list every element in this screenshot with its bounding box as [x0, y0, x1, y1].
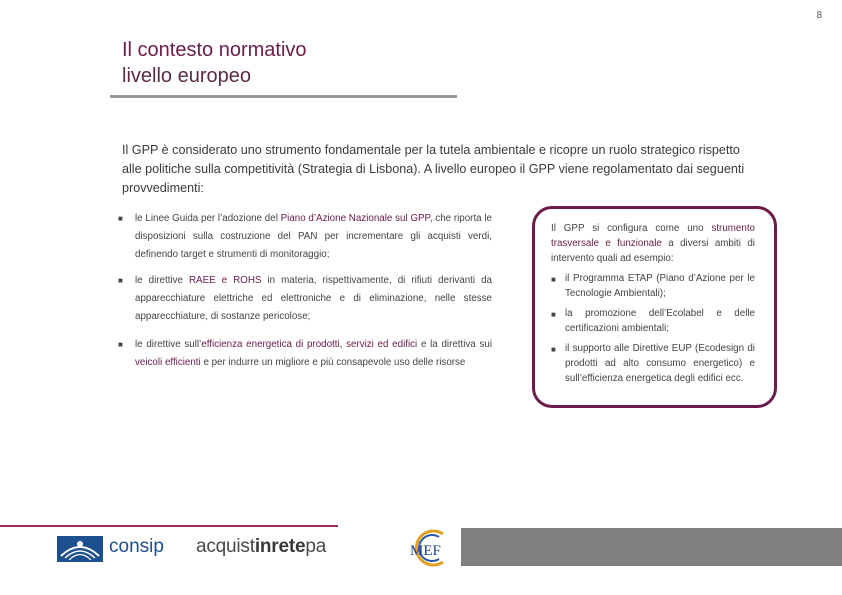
list-item: ■ la promozione dell’Ecolabel e delle certificazioni ambientali;	[551, 308, 755, 334]
page-number: 8	[816, 10, 822, 21]
mef-logo-icon	[403, 528, 453, 568]
square-bullet-icon: ■	[551, 345, 556, 354]
highlight-text: Piano d’Azione Nazionale sul GPP	[280, 213, 430, 224]
highlight-text: strumento trasversale e funzionale	[551, 223, 755, 249]
callout-intro: Il GPP si configura come uno strumento trasversale e funzionale a diversi ambiti di intervento quali ad esempio:	[551, 223, 755, 264]
callout-box	[532, 206, 777, 408]
list-item: ■ il supporto alle Direttive EUP (Ecodesign di prodotti ad alto consumo energetico) e sull’efficienza energetica degli edifici ecc.	[551, 343, 755, 384]
acquistinretepa-logo: acquistinretepa	[196, 536, 327, 557]
title-underline	[110, 95, 457, 98]
page-subtitle: livello europeo	[122, 65, 251, 87]
list-item: ■ le Linee Guida per l’adozione del Piano d’Azione Nazionale sul GPP, che riporta le disposizioni sulla costruzione del PAN per incrementare gli acquisti verdi, definendo target e strumenti di monitoraggio;	[118, 210, 492, 264]
highlight-text: efficienza energetica di prodotti, servizi ed edifici	[201, 339, 418, 350]
page-title: Il contesto normativo	[122, 39, 307, 61]
square-bullet-icon: ■	[551, 275, 556, 284]
highlight-text: RAEE e ROHS	[188, 275, 262, 286]
footer-gray-block	[461, 528, 842, 566]
highlight-text: veicoli efficienti	[135, 357, 201, 368]
consip-logo-icon	[57, 536, 103, 562]
consip-logo-text: consip	[109, 536, 164, 557]
footer-rule	[0, 525, 338, 527]
square-bullet-icon: ■	[551, 310, 556, 319]
provvedimenti-list	[118, 210, 492, 380]
square-bullet-icon: ■	[118, 276, 123, 285]
square-bullet-icon: ■	[118, 340, 123, 349]
square-bullet-icon: ■	[118, 214, 123, 223]
list-item: ■ il Programma ETAP (Piano d’Azione per le Tecnologie Ambientali);	[551, 273, 755, 299]
intro-paragraph: Il GPP è considerato uno strumento fondamentale per la tutela ambientale e ricopre un ruolo strategico rispetto alle politiche sulla competitività (Strategia di Lisbona). A livello europeo il GPP viene regolamentato dai seguenti provvedimenti:	[122, 143, 745, 195]
list-item: ■ le direttive RAEE e ROHS in materia, rispettivamente, di rifiuti derivanti da apparecchiature elettriche ed elettroniche e di eliminazione, nelle stesse apparecchiature, di sostanze pericolose;	[118, 272, 492, 326]
mef-logo-text: MEF	[410, 543, 441, 559]
callout-list	[551, 271, 755, 386]
list-item: ■ le direttive sull’efficienza energetica di prodotti, servizi ed edifici e la direttiva sui veicoli efficienti e per indurre un migliore e più consapevole uso delle risorse	[118, 336, 492, 372]
